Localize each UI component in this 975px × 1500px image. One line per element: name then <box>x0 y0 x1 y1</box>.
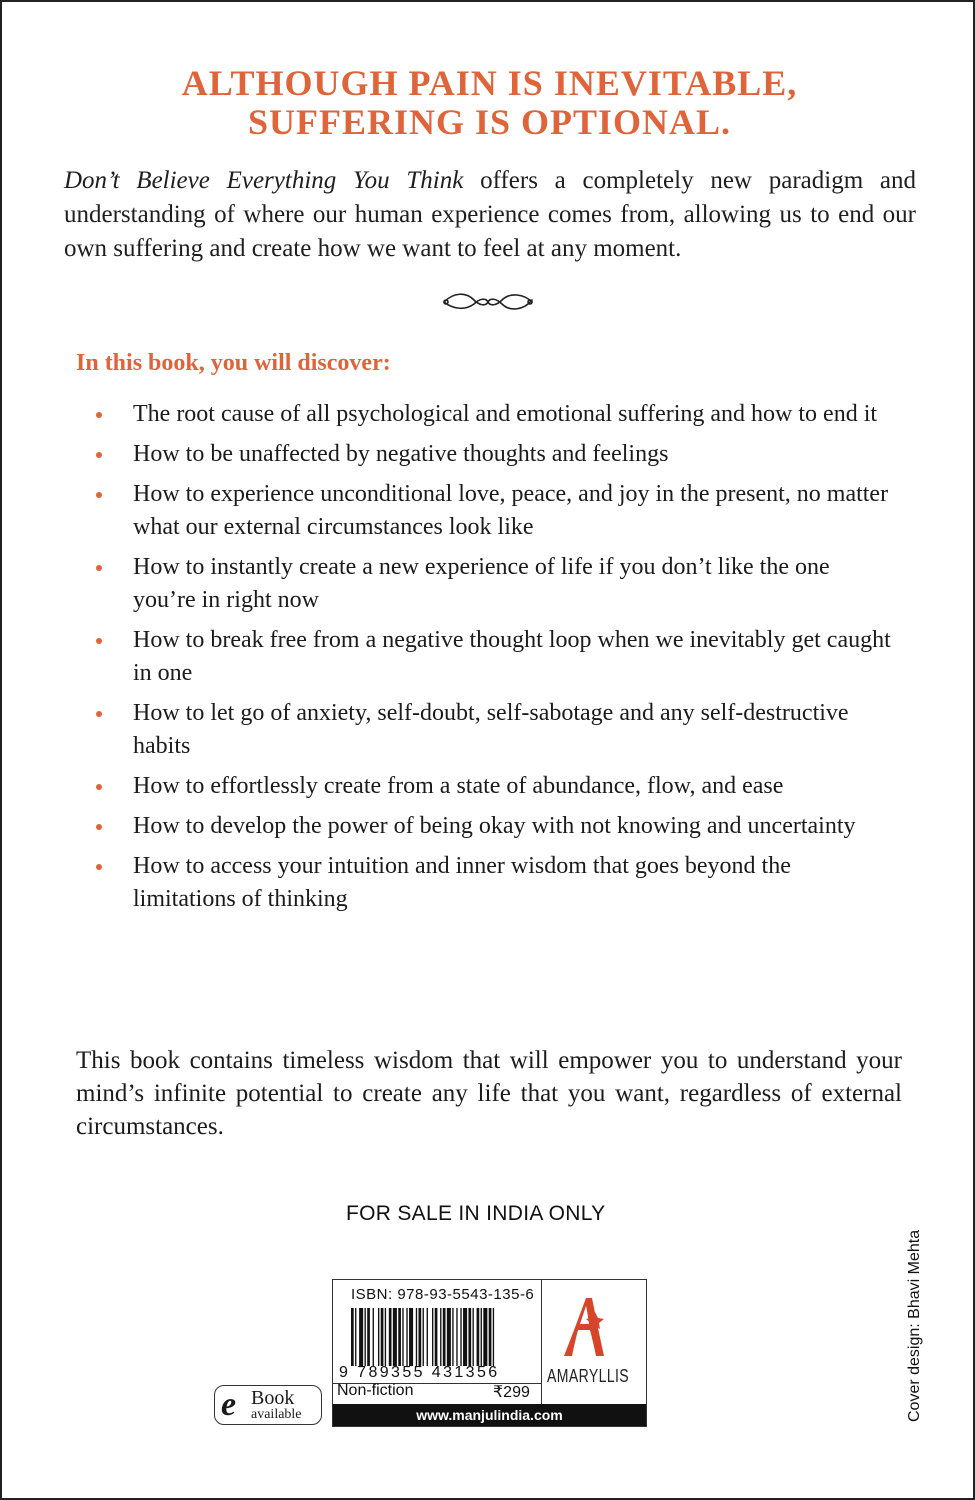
barcode-bar <box>443 1308 446 1366</box>
barcode-bar <box>423 1308 424 1366</box>
barcode-bar <box>473 1308 474 1366</box>
barcode-bar <box>493 1308 494 1366</box>
barcode-bar <box>481 1308 482 1366</box>
list-item: How to break free from a negative thought loop when we inevitably get caught in one <box>96 624 896 690</box>
list-item: How to effortlessly create from a state of abundance, flow, and ease <box>96 770 896 803</box>
barcode-bar <box>463 1308 467 1366</box>
bullet-dot-icon <box>96 638 102 644</box>
barcode-bar <box>365 1308 366 1366</box>
sale-notice: FOR SALE IN INDIA ONLY <box>346 1202 606 1225</box>
headline <box>2 64 975 142</box>
ebook-letter: e <box>221 1386 237 1423</box>
bullet-dot-icon <box>96 565 102 571</box>
list-item: How to develop the power of being okay with not knowing and uncertainty <box>96 810 896 843</box>
barcode-bar <box>489 1308 492 1366</box>
barcode-bar <box>351 1308 354 1366</box>
discover-list <box>96 398 896 923</box>
publisher-name: AMARYLLIS <box>547 1366 630 1386</box>
headline-line-1: ALTHOUGH PAIN IS INEVITABLE, <box>181 63 798 103</box>
bullet-dot-icon <box>96 711 102 717</box>
intro-paragraph <box>64 164 916 266</box>
publisher-url: www.manjulindia.com <box>416 1407 563 1423</box>
list-item: How to instantly create a new experience of life if you don’t like the one you’re in right now <box>96 551 896 617</box>
barcode-bar <box>367 1308 370 1366</box>
barcode-bar <box>456 1308 457 1366</box>
barcode-bar <box>447 1308 451 1366</box>
barcode-bar <box>416 1308 417 1366</box>
barcode-bar <box>477 1308 480 1366</box>
intro-text: offers a completely new paradigm and understanding of where our human experience comes from, allowing us to end our own suffering and create how we want to feel at any moment. <box>64 167 916 262</box>
bullet-dot-icon <box>96 784 102 790</box>
list-item: How to let go of anxiety, self-doubt, self-sabotage and any self-destructive habits <box>96 697 896 763</box>
barcode-bar <box>381 1308 384 1366</box>
barcode-bar <box>355 1308 356 1366</box>
barcode-bar <box>389 1308 392 1366</box>
ornament-flourish-icon <box>440 288 536 316</box>
barcode-bar <box>432 1308 433 1366</box>
barcode-icon <box>351 1308 541 1366</box>
barcode-bar <box>378 1308 379 1366</box>
barcode-bar <box>460 1308 461 1366</box>
barcode-bar <box>398 1308 401 1366</box>
list-item: How to experience unconditional love, peace, and joy in the present, no matter what our external circumstances look like <box>96 478 896 544</box>
barcode-bar <box>435 1308 438 1366</box>
ebook-word: Book <box>251 1387 295 1409</box>
divider <box>541 1280 542 1404</box>
barcode-bar <box>385 1308 386 1366</box>
barcode-bar <box>440 1308 441 1366</box>
barcode-panel <box>332 1279 647 1427</box>
bullet-dot-icon <box>96 864 102 870</box>
genre-label: Non-fiction <box>337 1382 414 1399</box>
list-item: The root cause of all psychological and emotional suffering and how to end it <box>96 398 896 431</box>
barcode-bar <box>483 1308 487 1366</box>
ebook-available: available <box>251 1407 302 1422</box>
barcode-digits: 9 789355 431356 <box>339 1364 500 1381</box>
outro-paragraph: This book contains timeless wisdom that will empower you to understand your mind’s infinite potential to create any life that you want, regardless of external circumstances. <box>76 1047 902 1140</box>
list-item: How to access your intuition and inner wisdom that goes beyond the limitations of thinking <box>96 850 896 916</box>
barcode-bar <box>468 1308 471 1366</box>
barcode-bar <box>452 1308 453 1366</box>
barcode-bar <box>359 1308 363 1366</box>
ebook-badge-icon <box>214 1385 322 1425</box>
price-label: ₹299 <box>493 1384 530 1401</box>
isbn-label: ISBN: 978-93-5543-135-6 <box>351 1286 535 1303</box>
amaryllis-logo-icon <box>558 1292 608 1362</box>
bullet-dot-icon <box>96 824 102 830</box>
bullet-dot-icon <box>96 492 102 498</box>
publisher-url-bar <box>333 1404 646 1426</box>
list-item: How to be unaffected by negative thoughts and feelings <box>96 438 896 471</box>
barcode-bar <box>393 1308 397 1366</box>
book-title: Don’t Believe Everything You Think <box>64 167 464 194</box>
barcode-bar <box>402 1308 403 1366</box>
barcode-bar <box>406 1308 407 1366</box>
bullet-dot-icon <box>96 412 102 418</box>
barcode-bar <box>427 1308 428 1366</box>
headline-line-2: SUFFERING IS OPTIONAL. <box>247 102 732 142</box>
barcode-bar <box>409 1308 413 1366</box>
barcode-bar <box>373 1308 374 1366</box>
bullet-dot-icon <box>96 452 102 458</box>
cover-credit: Cover design: Bhavi Mehta <box>906 1229 923 1422</box>
discover-heading: In this book, you will discover: <box>76 350 391 376</box>
barcode-bar <box>419 1308 422 1366</box>
